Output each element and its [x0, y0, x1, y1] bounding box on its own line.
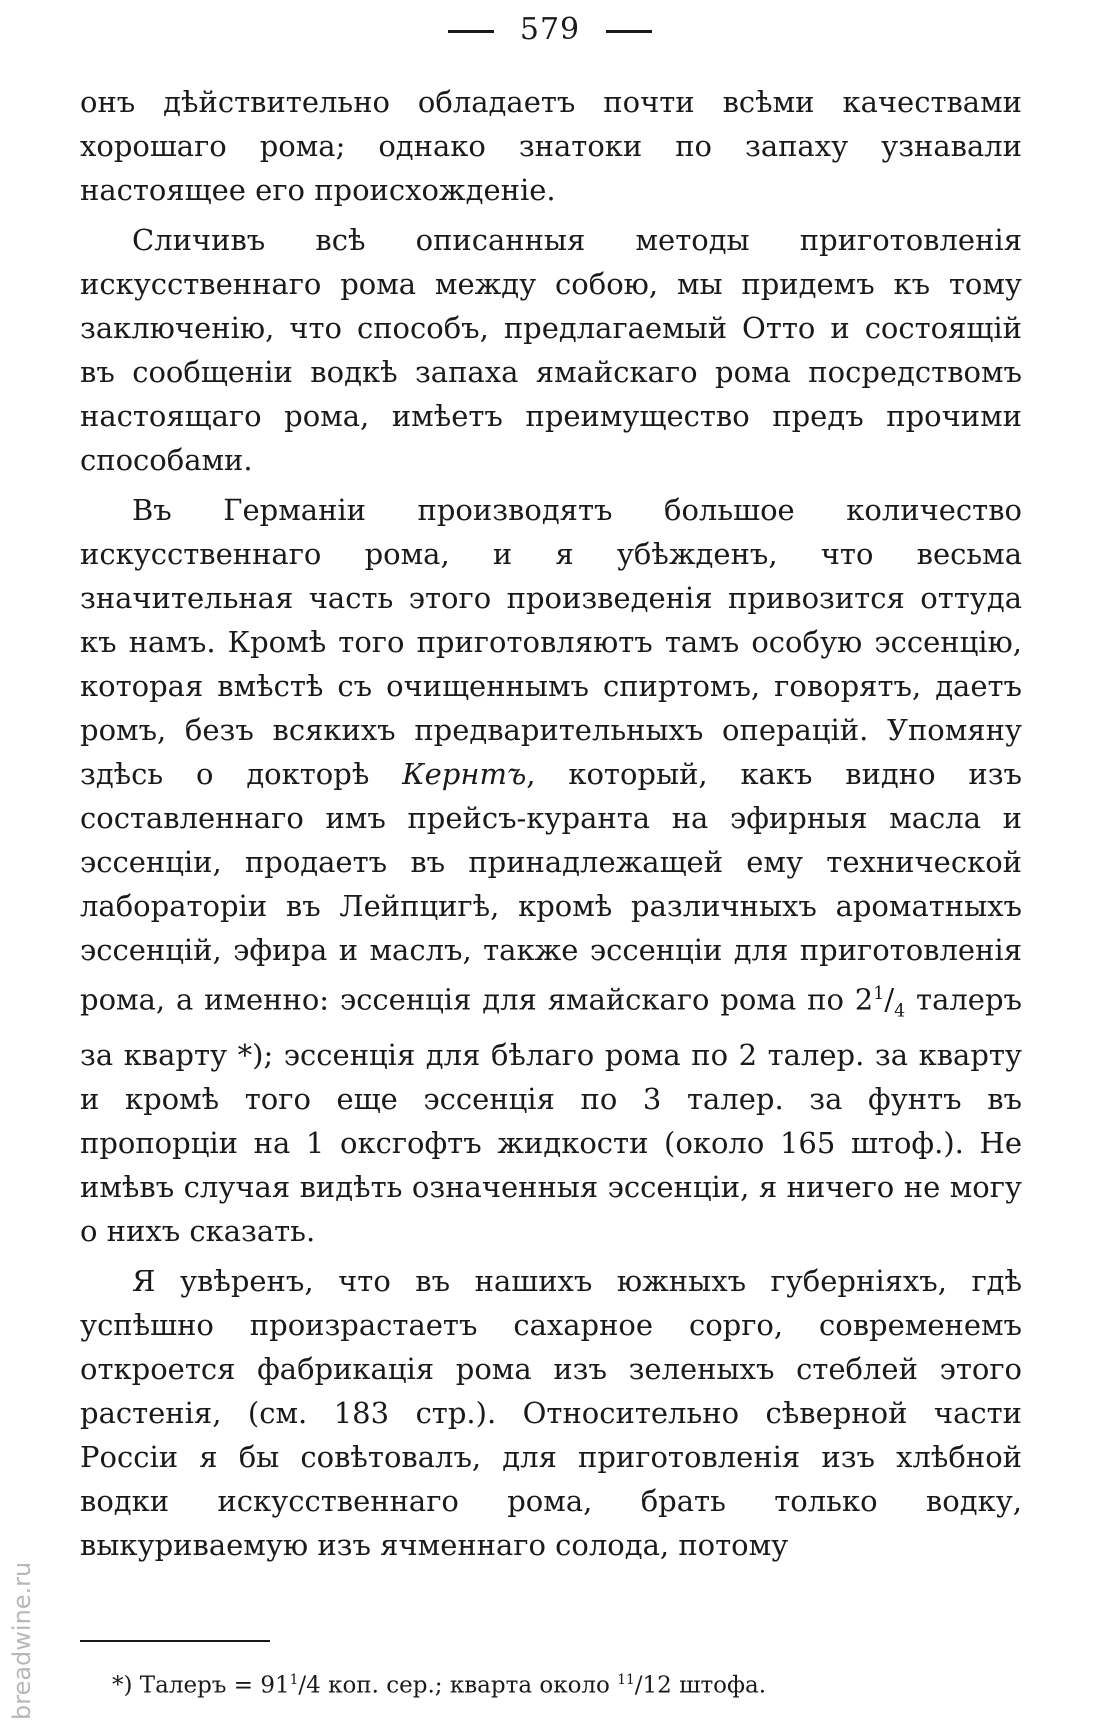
doctor-name: Кернтъ: [402, 757, 527, 791]
page-header: [0, 12, 1100, 47]
footnote-fraction-2-den: /12: [634, 1672, 672, 1699]
body-text: [80, 80, 1022, 1573]
footnote-fraction-1-den: /4: [298, 1672, 321, 1699]
footnote-text-after: штофа.: [671, 1672, 767, 1699]
header-dash-left: [448, 30, 494, 33]
paragraph-3: [80, 488, 1022, 1253]
paragraph-1: онъ дѣйствительно обладаетъ почти всѣми качествами хорошаго рома; однако знатоки по запаху узнавали настоящее его происхожденіе.: [80, 85, 1022, 207]
fraction-denominator: 4: [894, 1001, 906, 1022]
footnote-text-before: Талеръ = 91: [132, 1672, 290, 1699]
paragraph-3-part-1: Въ Германіи производятъ большое количество искусственнаго рома, и я убѣжденъ, что весьма значительная часть этого произведенія привозится оттуда къ намъ. Кромѣ того приготовляютъ тамъ особую эссенцію, которая вмѣстѣ съ очищеннымъ спиртомъ, говорятъ, даетъ ромъ, безъ всякихъ предварительныхъ операцій. Упомяну здѣсь о докторѣ: [80, 493, 1022, 791]
fraction-numerator: 1: [873, 984, 885, 1004]
watermark-text: breadwine.ru: [8, 1561, 36, 1720]
footnote: [112, 1665, 1012, 1701]
watermark: [4, 1340, 38, 1720]
footnote-text-mid: коп. сер.; кварта около: [320, 1672, 618, 1699]
paragraph-3-part-3: талеръ за кварту *); эссенція для бѣлаго рома по 2 талер. за кварту и кромѣ того еще эссенція по 3 талер. за фунтъ въ пропорціи на 1 оксгофтъ жидкости (около 165 штоф.). Не имѣвъ случая видѣть означенныя эссенціи, я ничего не могу о нихъ сказать.: [80, 982, 1022, 1249]
footnote-marker: *): [112, 1672, 133, 1699]
paragraph-3-part-2: , который, какъ видно изъ составленнаго имъ прейсъ-куранта на эфирныя масла и эссенціи, продаетъ въ принадлежащей ему технической лабораторіи въ Лейпцигѣ, кромѣ различныхъ ароматныхъ эссенцій, эфира и маслъ, также эссенціи для приготовленія рома, а именно: эссенція для ямайскаго рома по 2: [80, 757, 1023, 1017]
footnote-fraction-1-num: 1: [289, 1672, 299, 1688]
footnote-fraction-2-num: 11: [617, 1672, 635, 1688]
footnote-rule: [80, 1640, 270, 1642]
paragraph-4: Я увѣренъ, что въ нашихъ южныхъ губерніяхъ, гдѣ успѣшно произрастаетъ сахарное сорго, современемъ откроется фабрикація рома изъ зеленыхъ стеблей этого растенія, (см. 183 стр.). Относительно сѣверной части Россіи я бы совѣтовалъ, для приготовленія изъ хлѣбной водки искусственнаго рома, брать только водку, выкуриваемую изъ ячменнаго солода, потому: [80, 1264, 1022, 1563]
paragraph-2: Сличивъ всѣ описанныя методы приготовленія искусственнаго рома между собою, мы придемъ къ тому заключенію, что способъ, предлагаемый Отто и состоящій въ сообщеніи водкѣ запаха ямайскаго рома посредствомъ настоящаго рома, имѣетъ преимущество предъ прочими способами.: [80, 223, 1022, 477]
page-number: 579: [519, 12, 581, 47]
header-dash-right: [606, 30, 652, 33]
fraction-slash: /: [884, 982, 895, 1017]
